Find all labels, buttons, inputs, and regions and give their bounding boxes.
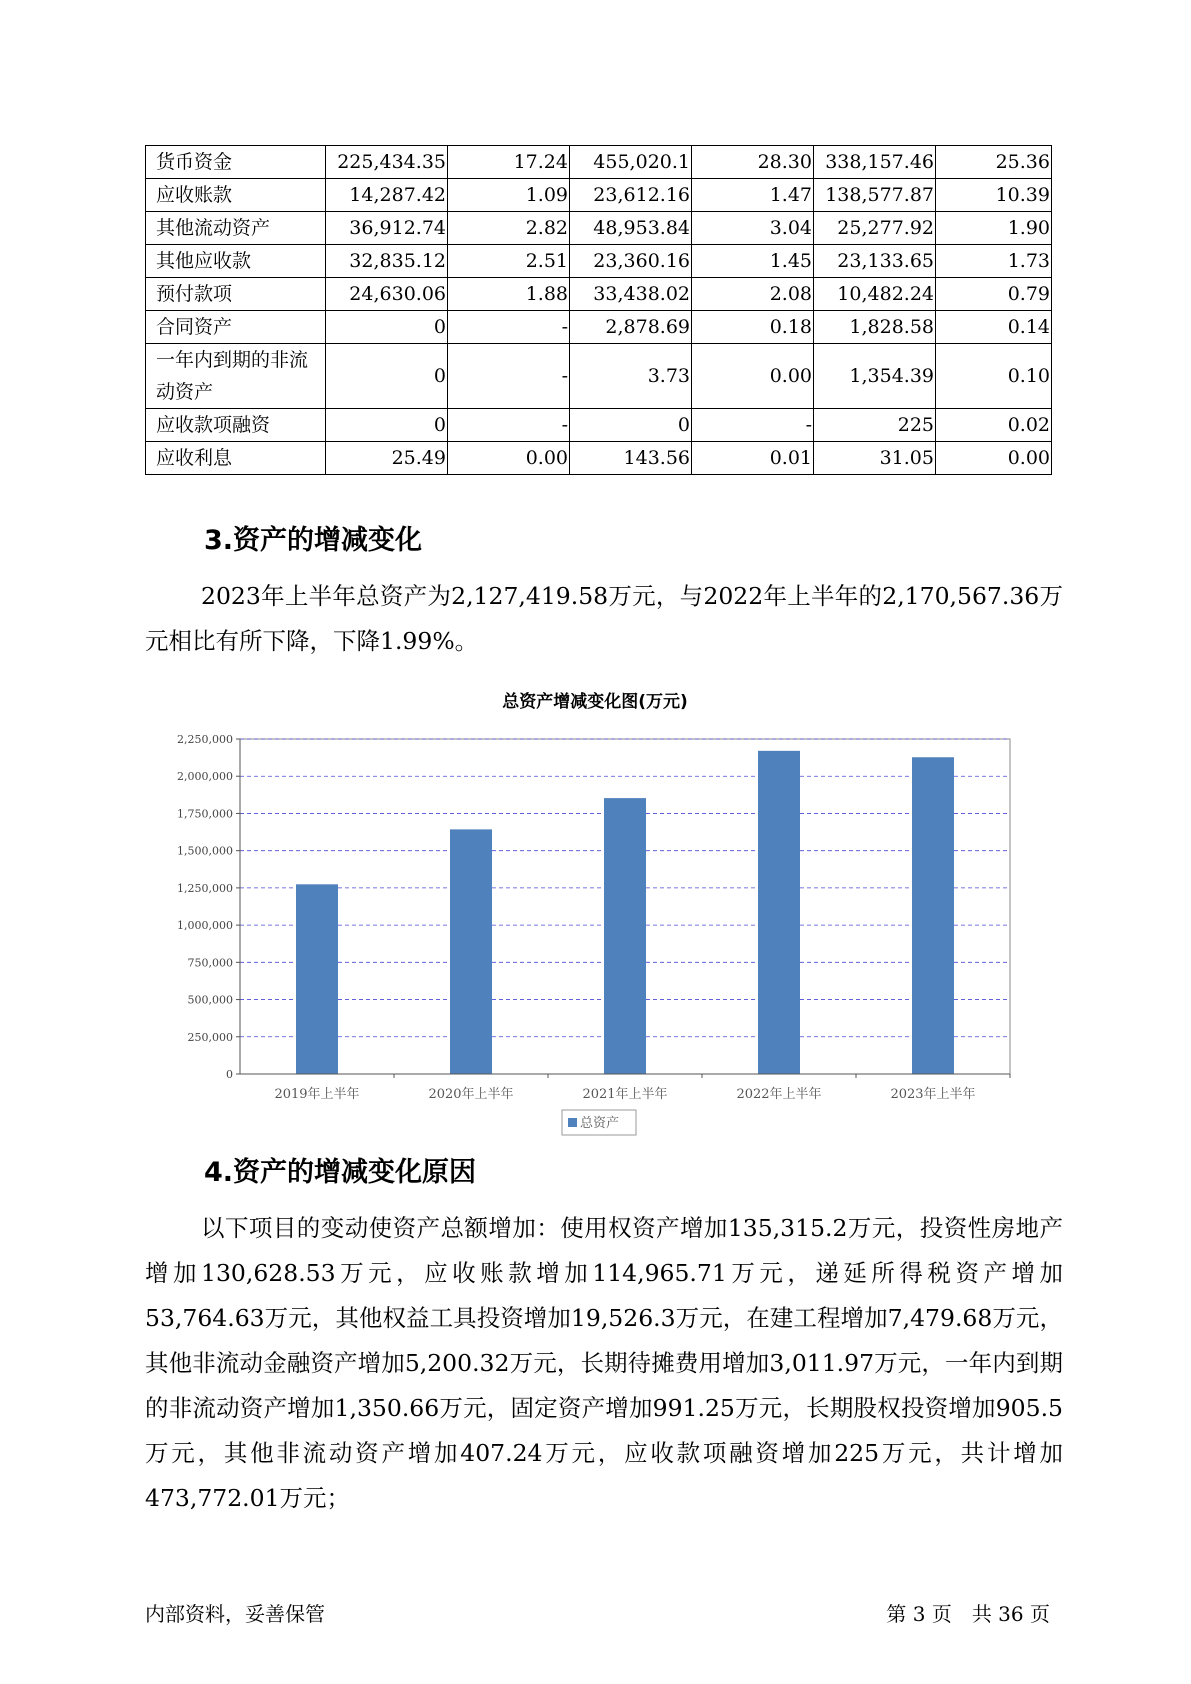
chart-y-axis [177, 733, 240, 1081]
table-cell: 23,133.65 [814, 245, 936, 278]
table-row [146, 146, 1052, 179]
section-3-heading: 3.资产的增减变化 [204, 525, 423, 556]
y-tick-label: 500,000 [187, 993, 233, 1007]
chart-x-axis [240, 1074, 1010, 1102]
table-cell: 14,287.42 [326, 179, 448, 212]
y-tick-label: 2,000,000 [177, 770, 233, 784]
table-cell: 2,878.69 [570, 311, 692, 344]
table-cell: 33,438.02 [570, 278, 692, 311]
table-cell: 32,835.12 [326, 245, 448, 278]
table-cell: 0 [570, 409, 692, 442]
table-row [146, 212, 1052, 245]
row-label: 应收利息 [146, 442, 326, 475]
table-cell: 36,912.74 [326, 212, 448, 245]
bar [758, 751, 800, 1074]
row-label: 预付款项 [146, 278, 326, 311]
table-cell: - [448, 409, 570, 442]
table-cell: 3.04 [692, 212, 814, 245]
table-cell: 25.49 [326, 442, 448, 475]
x-tick-label: 2019年上半年 [274, 1087, 360, 1102]
table-cell: 143.56 [570, 442, 692, 475]
table-cell: 225 [814, 409, 936, 442]
table-cell: - [692, 409, 814, 442]
table-cell: 48,953.84 [570, 212, 692, 245]
x-tick-label: 2023年上半年 [890, 1087, 976, 1102]
table-cell: 10,482.24 [814, 278, 936, 311]
table-cell: 455,020.1 [570, 146, 692, 179]
table-cell: 3.73 [570, 344, 692, 409]
row-label: 应收款项融资 [146, 409, 326, 442]
table-cell: 1,354.39 [814, 344, 936, 409]
y-tick-label: 2,250,000 [177, 733, 233, 746]
table-cell: 1.45 [692, 245, 814, 278]
y-tick-label: 250,000 [187, 1030, 233, 1044]
total-assets-bar-chart [160, 690, 1030, 1140]
row-label: 其他流动资产 [146, 212, 326, 245]
table-row [146, 179, 1052, 212]
row-label: 货币资金 [146, 146, 326, 179]
y-tick-label: 750,000 [187, 956, 233, 970]
table-cell: 0.00 [692, 344, 814, 409]
y-tick-label: 1,250,000 [177, 881, 233, 895]
bar [296, 884, 338, 1074]
table-cell: 23,360.16 [570, 245, 692, 278]
footer-page-number: 第 3 页 共 36 页 [886, 1602, 1050, 1626]
table-cell: 0.10 [936, 344, 1052, 409]
section-3-paragraph: 2023年上半年总资产为2,127,419.58万元，与2022年上半年的2,170,567.36万元相比有所下降，下降1.99%。 [145, 582, 1063, 655]
chart-title: 总资产增减变化图(万元) [502, 692, 688, 712]
y-tick-label: 0 [226, 1068, 233, 1081]
table-cell: 1.73 [936, 245, 1052, 278]
bar [604, 798, 646, 1074]
table-cell: 0 [326, 344, 448, 409]
bar [912, 757, 954, 1074]
table-cell: 25.36 [936, 146, 1052, 179]
table-cell: - [448, 311, 570, 344]
section-4-heading: 4.资产的增减变化原因 [204, 1157, 477, 1188]
table-cell: 225,434.35 [326, 146, 448, 179]
table-cell: 2.82 [448, 212, 570, 245]
table-cell: 1.88 [448, 278, 570, 311]
table-row [146, 278, 1052, 311]
table-cell: 0.00 [936, 442, 1052, 475]
table-cell: 24,630.06 [326, 278, 448, 311]
table-row [146, 311, 1052, 344]
table-cell: 1.47 [692, 179, 814, 212]
x-tick-label: 2022年上半年 [736, 1087, 822, 1102]
table-cell: 1.90 [936, 212, 1052, 245]
table-cell: 0 [326, 311, 448, 344]
table-cell: 1.09 [448, 179, 570, 212]
x-tick-label: 2021年上半年 [582, 1087, 668, 1102]
table-cell: 0.01 [692, 442, 814, 475]
table-cell: 0.00 [448, 442, 570, 475]
table-cell: 0.18 [692, 311, 814, 344]
table-cell: 0.79 [936, 278, 1052, 311]
table-cell: 1,828.58 [814, 311, 936, 344]
y-tick-label: 1,000,000 [177, 919, 233, 933]
table-cell: 138,577.87 [814, 179, 936, 212]
table-cell: 31.05 [814, 442, 936, 475]
table-cell: 17.24 [448, 146, 570, 179]
table-row [146, 442, 1052, 475]
table-row [146, 409, 1052, 442]
table-row [146, 245, 1052, 278]
chart-legend [562, 1110, 636, 1135]
y-tick-label: 1,750,000 [177, 807, 233, 821]
footer-confidential-note: 内部资料，妥善保管 [145, 1602, 325, 1626]
row-label: 应收账款 [146, 179, 326, 212]
row-label: 其他应收款 [146, 245, 326, 278]
table-cell: 28.30 [692, 146, 814, 179]
table-cell: 10.39 [936, 179, 1052, 212]
table-cell: 25,277.92 [814, 212, 936, 245]
table-row [146, 344, 1052, 409]
table-cell: 0 [326, 409, 448, 442]
table-cell: 0.02 [936, 409, 1052, 442]
table-cell: 0.14 [936, 311, 1052, 344]
bar [450, 829, 492, 1074]
legend-label: 总资产 [580, 1116, 620, 1131]
table-cell: 2.51 [448, 245, 570, 278]
table-cell: 2.08 [692, 278, 814, 311]
x-tick-label: 2020年上半年 [428, 1087, 514, 1102]
legend-swatch [568, 1118, 577, 1127]
assets-table [145, 145, 1052, 475]
y-tick-label: 1,500,000 [177, 844, 233, 858]
row-label: 一年内到期的非流动资产 [146, 344, 326, 409]
table-cell: 338,157.46 [814, 146, 936, 179]
table-cell: 23,612.16 [570, 179, 692, 212]
table-cell: - [448, 344, 570, 409]
row-label: 合同资产 [146, 311, 326, 344]
section-4-paragraph: 以下项目的变动使资产总额增加：使用权资产增加135,315.2万元，投资性房地产增加130,628.53万元，应收账款增加114,965.71万元，递延所得税资产增加53,764.63万元，其他权益工具投资增加19,526.3万元，在建工程增加7,479.68万元，其他非流动金融资产增加5,200.32万元，长期待摊费用增加3,011.97万元，一年内到期的非流动资产增加1,350.66万元，固定资产增加991.25万元，长期股权投资增加905.5万元，其他非流动资产增加407.24万元，应收款项融资增加225万元，共计增加473,772.01万元； [145, 1214, 1063, 1512]
